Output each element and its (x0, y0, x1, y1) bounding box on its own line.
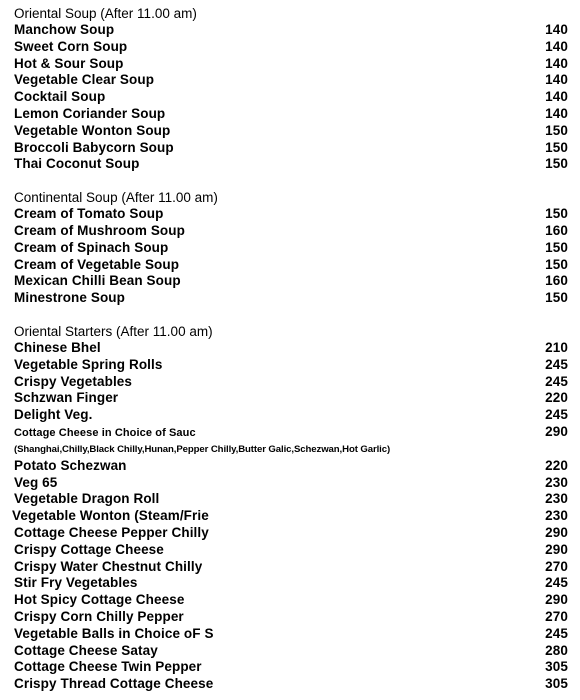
item-name: Stir Fry Vegetables (14, 575, 138, 591)
menu-item (12, 508, 568, 525)
menu-item (14, 106, 568, 123)
item-name: Thai Coconut Soup (14, 156, 140, 172)
menu-item (14, 89, 568, 106)
menu-item (14, 156, 568, 173)
item-price: 230 (545, 474, 568, 490)
item-name: Chinese Bhel (14, 339, 101, 355)
menu-page (14, 5, 568, 693)
item-price: 230 (545, 491, 568, 507)
item-name: Vegetable Balls in Choice oF S (14, 625, 214, 641)
item-price: 140 (545, 55, 568, 71)
menu-item (14, 407, 568, 424)
item-price: 150 (545, 156, 568, 172)
item-name: Mexican Chilli Bean Soup (14, 273, 181, 289)
menu-item (14, 626, 568, 643)
menu-item (14, 240, 568, 257)
item-name: Cottage Cheese Pepper Chilly (14, 524, 209, 540)
item-name: Sweet Corn Soup (14, 38, 128, 54)
item-name: Vegetable Wonton Soup (14, 122, 171, 138)
menu-item (14, 542, 568, 559)
item-price: 150 (545, 256, 568, 272)
item-price: 245 (545, 625, 568, 641)
item-price: 245 (545, 407, 568, 423)
menu-item (14, 609, 568, 626)
item-price: 245 (545, 575, 568, 591)
item-price: 245 (545, 373, 568, 389)
item-name: Cocktail Soup (14, 89, 106, 105)
menu-item (14, 357, 568, 374)
item-name: Manchow Soup (14, 22, 115, 37)
menu-item (14, 72, 568, 89)
menu-item (14, 257, 568, 274)
item-price: 160 (545, 273, 568, 289)
menu-item (14, 206, 568, 223)
item-price: 245 (545, 356, 568, 372)
item-price: 150 (545, 122, 568, 138)
item-price: 140 (545, 22, 568, 37)
item-name: Crispy Thread Cottage Cheese (14, 676, 214, 692)
menu-item (14, 575, 568, 592)
item-price: 270 (545, 558, 568, 574)
item-price: 220 (545, 390, 568, 406)
menu-item (14, 390, 568, 407)
item-price: 150 (545, 139, 568, 155)
item-price: 290 (545, 524, 568, 540)
item-price: 140 (545, 72, 568, 88)
item-price: 150 (545, 290, 568, 306)
section-continental-soup (14, 189, 568, 307)
item-name: Vegetable Wonton (Steam/Frie (12, 508, 209, 524)
menu-item (14, 475, 568, 492)
item-price: 150 (545, 206, 568, 222)
item-price: 305 (545, 659, 568, 675)
menu-item (14, 559, 568, 576)
menu-item (14, 290, 568, 307)
menu-item (14, 374, 568, 391)
item-price: 150 (545, 239, 568, 255)
item-price: 270 (545, 608, 568, 624)
item-name: Hot & Sour Soup (14, 55, 124, 71)
section-oriental-soup (14, 5, 568, 173)
menu-item (14, 340, 568, 357)
item-name: Schzwan Finger (14, 390, 119, 406)
menu-item (14, 22, 568, 39)
item-name: Cottage Cheese Twin Pepper (14, 659, 202, 675)
item-name: Cottage Cheese in Choice of Sauc (14, 426, 196, 439)
section-title: Oriental Soup (After 11.00 am) (14, 6, 197, 21)
item-price: 160 (545, 222, 568, 238)
item-name: Delight Veg. (14, 407, 93, 423)
menu-item (14, 458, 568, 475)
item-name: Crispy Corn Chilly Pepper (14, 608, 184, 624)
item-name: Vegetable Dragon Roll (14, 491, 160, 507)
menu-item (14, 123, 568, 140)
item-name: Cream of Spinach Soup (14, 239, 169, 255)
menu-item (14, 659, 568, 676)
section-title: Oriental Starters (After 11.00 am) (14, 323, 213, 339)
menu-item (14, 273, 568, 290)
menu-item (14, 491, 568, 508)
item-price: 280 (545, 642, 568, 658)
item-name: Minestrone Soup (14, 290, 126, 306)
item-price: 210 (545, 339, 568, 355)
menu-item (14, 39, 568, 56)
item-name: Veg 65 (14, 474, 58, 490)
item-name: Hot Spicy Cottage Cheese (14, 592, 185, 608)
menu-item (14, 140, 568, 157)
item-price: 290 (545, 541, 568, 557)
sauce-options-note: (Shanghai,Chilly,Black Chilly,Hunan,Pepper Chilly,Butter Galic,Schezwan,Hot Garlic) (14, 443, 391, 455)
item-name: Potato Schezwan (14, 457, 127, 473)
menu-item (14, 223, 568, 240)
menu-item (14, 592, 568, 609)
item-price: 230 (545, 508, 568, 524)
item-name: Vegetable Spring Rolls (14, 356, 163, 372)
item-price: 140 (545, 38, 568, 54)
section-oriental-starters (14, 323, 568, 693)
menu-item (14, 56, 568, 73)
menu-item (14, 676, 568, 693)
item-name: Crispy Vegetables (14, 373, 133, 389)
section-title: Continental Soup (After 11.00 am) (14, 190, 218, 206)
item-name: Lemon Coriander Soup (14, 105, 166, 121)
item-name: Cottage Cheese Satay (14, 642, 158, 658)
item-name: Broccoli Babycorn Soup (14, 139, 174, 155)
item-price: 290 (545, 592, 568, 608)
item-name: Cream of Mushroom Soup (14, 222, 185, 238)
menu-item (14, 643, 568, 660)
item-price: 140 (545, 89, 568, 105)
item-name: Crispy Water Chestnut Chilly (14, 558, 203, 574)
item-name: Cream of Tomato Soup (14, 206, 164, 222)
item-price: 140 (545, 105, 568, 121)
item-price: 290 (545, 423, 568, 439)
item-name: Cream of Vegetable Soup (14, 256, 180, 272)
item-price: 220 (545, 457, 568, 473)
item-name: Crispy Cottage Cheese (14, 541, 164, 557)
menu-item (14, 525, 568, 542)
item-price: 305 (545, 676, 568, 692)
item-name: Vegetable Clear Soup (14, 72, 155, 88)
menu-item (14, 424, 568, 441)
